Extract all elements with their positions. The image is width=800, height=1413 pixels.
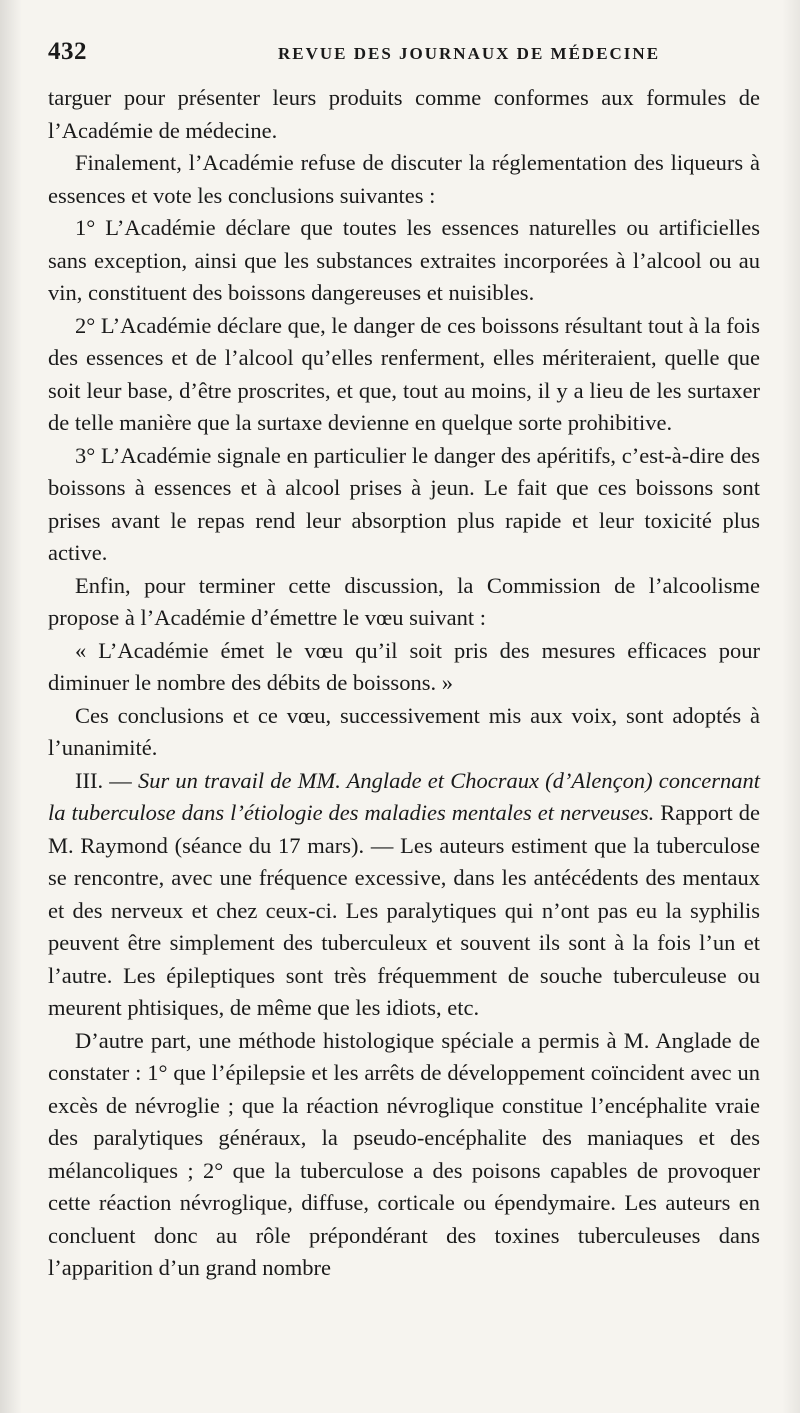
paragraph-methode: D’autre part, une méthode histologique spéciale a permis à M. Anglade de constater : 1° que l’épilepsie et les arrêts de développement coïncident avec un excès de névroglie ; que la réaction névroglique constitue l’encéphalite vraie des paralytiques généraux, la pseudo-encéphalite des maniaques et des mélancoliques ; 2° que la tuberculose a des poisons capables de provoquer cette réaction névroglique, diffuse, corticale ou épendymaire. Les auteurs en concluent donc au rôle prépondérant des toxines tuberculeuses dans l’apparition d’un grand nombre (48, 1027, 760, 1280)
paragraph-conclusion-3: 3° L’Académie signale en particulier le danger des apéritifs, c’est-à-dire des boissons à essences et à alcool prises à jeun. Le fait que ces boissons sont prises avant le repas rend leur absorption plus rapide et leur toxicité plus active. (48, 442, 760, 565)
paragraph-continuation: targuer pour présenter leurs produits comme conformes aux formules de l’Académie de médecine. (48, 85, 760, 143)
paragraph-conclusion-1: 1° L’Académie déclare que toutes les essences naturelles ou artificielles sans exception, ainsi que les substances extraites incorporées à l’alcool ou au vin, constituent des boissons dangereuses et nuisibles. (48, 215, 760, 305)
section-numeral: III. — (75, 767, 138, 793)
section-title: Sur un travail de MM. Anglade et Chocraux (d’Alençon) concernant la tuberculose dans l’étiologie des maladies mentales et nerveuses. (48, 767, 760, 825)
paragraph-finalement: Finalement, l’Académie refuse de discuter la réglementation des liqueurs à essences et vote les conclusions suivantes : (48, 150, 760, 208)
section-iii-paragraph (48, 765, 760, 1025)
page-header (48, 38, 760, 78)
section-body: Rapport de M. Raymond (séance du 17 mars). — Les auteurs estiment que la tuberculose se rencontre, avec une fréquence excessive, dans les antécédents des mentaux et des nerveux et chez ceux-ci. Les paralytiques qui n’ont pas eu la syphilis peuvent être simplement des tuberculeux et souvent ils sont à la fois l’un et l’autre. Les épileptiques sont très fréquemment de souche tuberculeuse ou meurent phtisiques, de même que les idiots, etc. (48, 800, 760, 1020)
paragraph-enfin: Enfin, pour terminer cette discussion, la Commission de l’alcoolisme propose à l’Académie d’émettre le vœu suivant : (48, 572, 760, 630)
page-number: 432 (48, 38, 87, 65)
paragraph-voeu: « L’Académie émet le vœu qu’il soit pris des mesures efficaces pour diminuer le nombre des débits de boissons. » (48, 637, 760, 695)
body-text (48, 82, 760, 1285)
running-head: REVUE DES JOURNAUX DE MÉDECINE (277, 44, 661, 63)
paragraph-conclusion-2: 2° L’Académie déclare que, le danger de ces boissons résultant tout à la fois des essences et de l’alcool qu’elles renferment, elles mériteraient, quelle que soit leur base, d’être proscrites, et que, tout au moins, il y a lieu de les surtaxer de telle manière que la surtaxe devienne en quelque sorte prohibitive. (48, 312, 760, 435)
paragraph-adoption: Ces conclusions et ce vœu, successivement mis aux voix, sont adoptés à l’unanimité. (48, 702, 760, 760)
